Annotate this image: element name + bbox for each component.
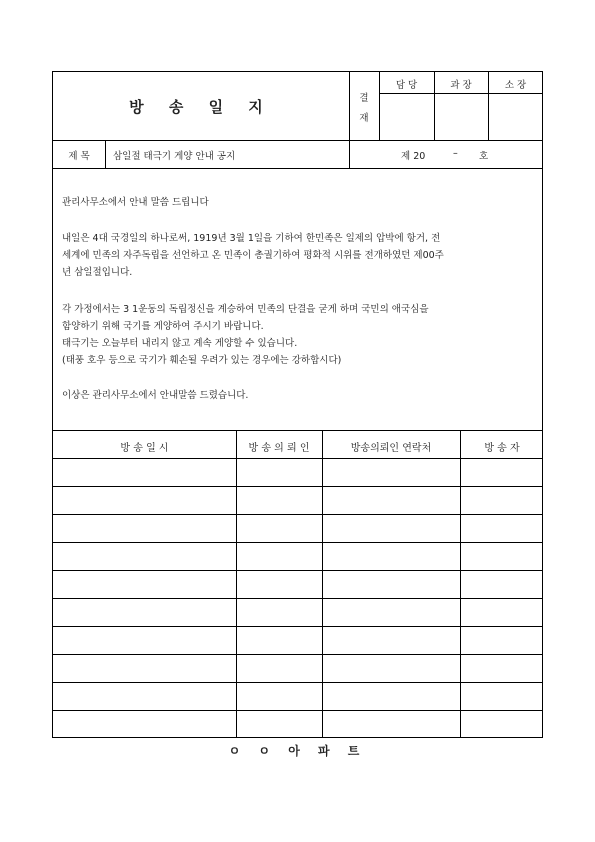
divider xyxy=(349,72,350,140)
organization-name: ㅇ ㅇ 아 파 트 xyxy=(228,744,367,758)
table-row xyxy=(53,626,542,627)
closing: 이상은 관리사무소에서 안내말씀 드렸습니다. xyxy=(62,390,249,401)
approver-manager-header: 과 장 xyxy=(450,80,472,91)
approval-label: 결 xyxy=(359,93,369,104)
table-row xyxy=(53,598,542,599)
body-line: (태풍 호우 등으로 국기가 훼손될 우려가 있는 경우에는 강하합시다) xyxy=(62,355,342,366)
table-row xyxy=(53,710,542,711)
log-number-prefix: 제 20 xyxy=(401,151,426,162)
divider xyxy=(105,140,106,168)
divider xyxy=(53,140,542,141)
greeting: 관리사무소에서 안내 말씀 드립니다 xyxy=(62,197,209,208)
column-header-datetime: 방 송 일 시 xyxy=(120,443,169,454)
subject-value: 삼일절 태극기 게양 안내 공지 xyxy=(113,151,236,162)
approver-staff-header: 담 당 xyxy=(395,80,418,91)
divider xyxy=(53,430,542,431)
log-number-suffix: 호 xyxy=(479,151,489,162)
divider xyxy=(379,93,542,94)
column-header-broadcaster: 방 송 자 xyxy=(484,443,520,454)
column-header-contact: 방송의뢰인 연락처 xyxy=(350,443,432,454)
body-line: 함양하기 위해 국기를 게양하여 주시기 바랍니다. xyxy=(62,321,264,332)
body-line: 세계에 민족의 자주독립을 선언하고 온 민족이 총궐기하여 평화적 시위를 전개하였던 제00주 xyxy=(62,250,444,261)
divider xyxy=(349,140,350,168)
subject-label: 제 목 xyxy=(68,151,90,162)
page-title: 방 송 일 지 xyxy=(129,98,273,116)
divider xyxy=(322,430,323,737)
body-line: 년 삼일절입니다. xyxy=(62,267,133,278)
broadcast-log-form xyxy=(52,71,543,738)
column-header-requester: 방 송 의 뢰 인 xyxy=(248,443,310,454)
body-line: 내일은 4대 국경일의 하나로써, 1919년 3월 1일을 기하여 한민족은 일제의 압박에 항거, 전 xyxy=(62,233,441,244)
approval-label: 재 xyxy=(359,113,369,124)
table-row xyxy=(53,542,542,543)
log-number-dash: – xyxy=(453,148,458,159)
table-row xyxy=(53,458,542,459)
table-row xyxy=(53,682,542,683)
divider xyxy=(53,168,542,169)
divider xyxy=(236,430,237,737)
approver-director-header: 소 장 xyxy=(504,80,527,91)
table-row xyxy=(53,514,542,515)
body-line: 태극기는 오늘부터 내리지 않고 계속 게양할 수 있습니다. xyxy=(62,338,298,349)
table-row xyxy=(53,486,542,487)
body-line: 각 가정에서는 3 1운동의 독립정신을 계승하여 민족의 단결을 굳게 하며 국민의 애국심을 xyxy=(62,304,429,315)
divider xyxy=(460,430,461,737)
table-row xyxy=(53,654,542,655)
table-row xyxy=(53,570,542,571)
